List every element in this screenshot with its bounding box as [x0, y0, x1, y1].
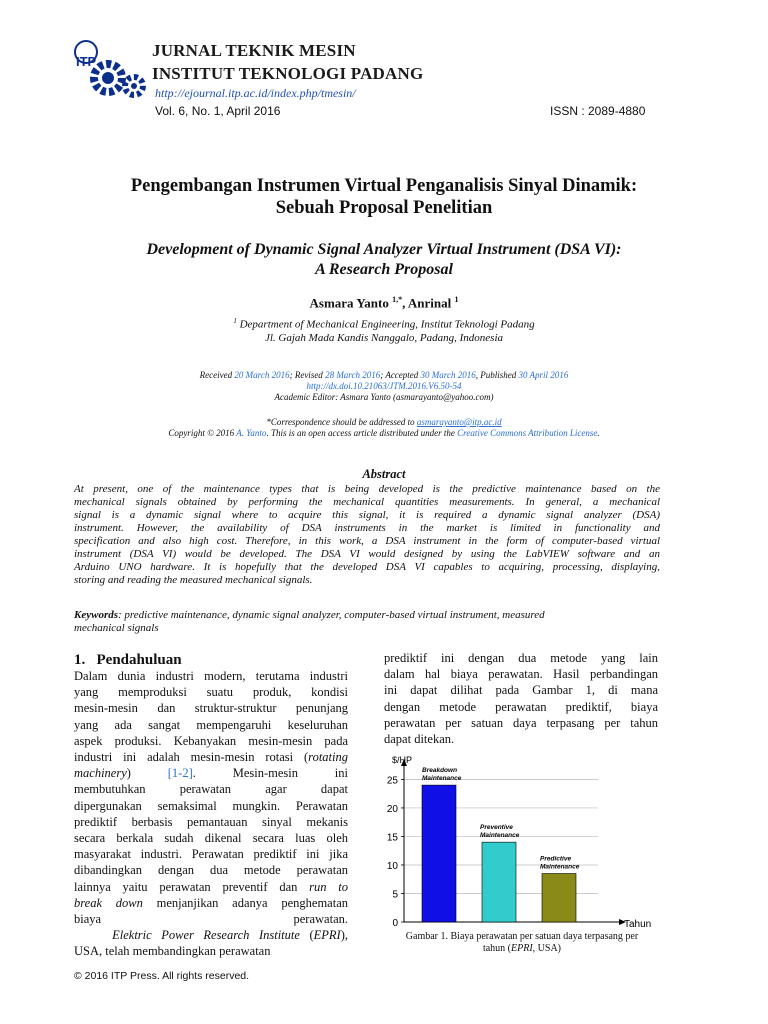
bar-label: Maintenance — [422, 775, 462, 783]
abstract_lines-line: Arduino UNO hardware. It is hopefully that the developed DSA VI capables to acquiring, processing, displaying, — [74, 561, 660, 573]
section-heading: 1. Pendahuluan — [74, 652, 182, 668]
left-column-text — [74, 668, 348, 960]
section1.left_lines-line: biaya perawatan. — [74, 912, 348, 927]
maintenance-cost-chart — [368, 748, 658, 938]
bar-label: Preventive — [480, 824, 513, 832]
bar-label: Breakdown — [422, 767, 458, 775]
figure-caption: Gambar 1. Biaya perawatan per satuan daya terpasang per tahun (EPRI, USA) — [405, 931, 639, 954]
section1.right_lines-line: perawatan per satuan daya terpasang per tahun — [384, 715, 658, 730]
y-tick-label: 5 — [392, 889, 398, 901]
section1.left_lines-line: prediktif berbasis pemantauan sinyal mekanis — [74, 814, 348, 829]
section1.left_lines-line: membutuhkan perawatan agar dapat — [74, 782, 348, 797]
section1.left_lines-line: dipergunakan semaksimal mungkin. Perawatan — [74, 798, 348, 813]
article-history: Received 20 March 2016; Revised 28 March 2016; Accepted 30 March 2016, Published 30 April 2016 http://dx.doi.10.21063/JTM.2016.V6.50-54 Academic Editor: Asmara Yanto (asmarayanto@yahoo.com) — [0, 370, 768, 403]
journal-url[interactable]: http://ejournal.itp.ac.id/index.php/tmesin/ — [155, 86, 356, 100]
section1.left_lines-line: USA, telah membandingkan perawatan — [74, 944, 271, 959]
author-list: Asmara Yanto $^{1,*}$, Anrinal $^1$ — [309, 295, 459, 311]
abstract-heading: Abstract — [362, 467, 406, 481]
section1.left_lines-line: lainnya yaitu perawatan preventif dan run to — [74, 879, 348, 894]
y-tick-label: 15 — [386, 832, 398, 844]
section1.right_lines-line: ini dapat dilihat pada Gambar 1, di mana — [384, 683, 658, 698]
section1.right_lines-line: dengan metode perawatan prediktif, biaya — [384, 699, 658, 714]
bar-label: Maintenance — [480, 832, 520, 840]
section1.left_lines-line: yang memproduksi suatu produk, kondisi — [74, 685, 348, 700]
section1.left_lines-line: machinery) [1-2]. Mesin-mesin ini — [74, 766, 349, 781]
section1.left_lines-line: secara berkala sudah dikenal secara luas oleh — [74, 831, 348, 846]
section1.left_lines-line: dibandingkan dengan dua metode perawatan — [74, 863, 348, 878]
abstract_lines-line: signal is a dynamic signal where to acquire this signal, it is required a dynamic signal analyzer (DSA) — [74, 509, 660, 521]
footer-copyright: © 2016 ITP Press. All rights reserved. — [74, 970, 250, 982]
section1.right_lines-line: dalam hal biaya perawatan. Hasil perbandingan — [384, 667, 658, 682]
abstract_lines-line: mechanical signals obtained by performing the mechanical quantities measurements. In general, a mechanical — [74, 496, 660, 508]
x-axis-label: Tahun — [624, 919, 652, 930]
logo-text: ITP — [76, 54, 97, 69]
doi-link[interactable]: http://dx.doi.10.21063/JTM.2016.V6.50-54 — [306, 381, 462, 391]
email-link[interactable]: asmarayanto@itp.ac.id — [416, 417, 502, 427]
y-axis-label: $/HP — [392, 755, 413, 765]
abstract_lines-line: instrument. However, the availability of DSA instruments in the market is limited in functionality and — [74, 522, 660, 534]
copyright-notice: Copyright © 2016 A. Yanto. This is an open access article distributed under the Creative Commons Attribution License. — [168, 428, 600, 438]
y-tick-label: 25 — [386, 775, 398, 787]
section1.right_lines-line: dapat ditekan. — [384, 732, 455, 747]
abstract-text — [74, 483, 660, 587]
section1.left_lines-line: Elektric Power Research Institute (EPRI), — [112, 928, 349, 943]
issn: ISSN : 2089-4880 — [550, 104, 646, 118]
section1.left_lines-line: yang ada sangat mempengaruhi keseluruhan — [74, 717, 348, 732]
volume-info: Vol. 6, No. 1, April 2016 — [155, 104, 281, 118]
y-tick-label: 0 — [392, 918, 398, 929]
license-link[interactable]: Creative Commons Attribution License — [457, 428, 598, 438]
journal-name: JURNAL TEKNIK MESIN — [152, 41, 356, 60]
affiliation: $^1$ Department of Mechanical Engineering, Institut Teknologi Padang Jl. Gajah Mada Kandis Nanggalo, Padang, Indonesia — [233, 317, 535, 344]
abstract_lines-line: instrument (DSA VI) would be developed. The DSA VI would designed by using the LabVIEW software and an — [74, 548, 660, 560]
abstract_lines-line: At present, one of the maintenance types that is being developed is the predictive maintenance based on the — [74, 483, 660, 495]
bar — [422, 785, 456, 922]
abstract_lines-line: specification and also high cost. Therefore, in this work, a DSA instrument in the form of computer-based virtual — [74, 535, 660, 547]
section1.left_lines-line: masyarakat industri. Perawatan prediktif ini jika — [74, 847, 348, 862]
bar-label: Predictive — [540, 855, 572, 863]
abstract_lines-line: storing and reading the measured mechanical signals. — [74, 574, 313, 586]
section1.left_lines-line: mesin-mesin dan struktur-struktur penunjang — [74, 701, 348, 716]
paper-title-english: Development of Dynamic Signal Analyzer Virtual Instrument (DSA VI): A Research Proposal — [146, 241, 622, 278]
right-column-text — [384, 650, 658, 747]
institute-name: INSTITUT TEKNOLOGI PADANG — [152, 64, 424, 83]
y-tick-label: 20 — [386, 803, 398, 815]
section1.right_lines-line: prediktif ini dengan dua metode yang lain — [384, 651, 658, 665]
correspondence: *Correspondence should be addressed to asmarayanto@itp.ac.id — [266, 417, 502, 427]
bar-label: Maintenance — [540, 863, 580, 871]
section1.left_lines-line: break down menjanjikan adanya penghematan — [74, 895, 348, 910]
section1.left_lines-line: industri ini adalah mesin-mesin rotasi (rotating — [74, 750, 348, 765]
journal-logo — [72, 38, 154, 104]
keywords: Keywords: predictive maintenance, dynamic signal analyzer, computer-based virtual instrument, measured mechanical signals — [74, 609, 545, 634]
y-tick-label: 10 — [386, 860, 398, 872]
bar — [542, 874, 576, 922]
paper-title: Pengembangan Instrumen Virtual Penganalisis Sinyal Dinamik: Sebuah Proposal Penelitian — [130, 176, 638, 218]
bar — [482, 842, 516, 922]
section1.left_lines-line: Dalam dunia industri modern, terutama industri — [74, 669, 348, 683]
section1.left_lines-line: aspek produksi. Kebanyakan mesin-mesin pada — [74, 733, 348, 748]
